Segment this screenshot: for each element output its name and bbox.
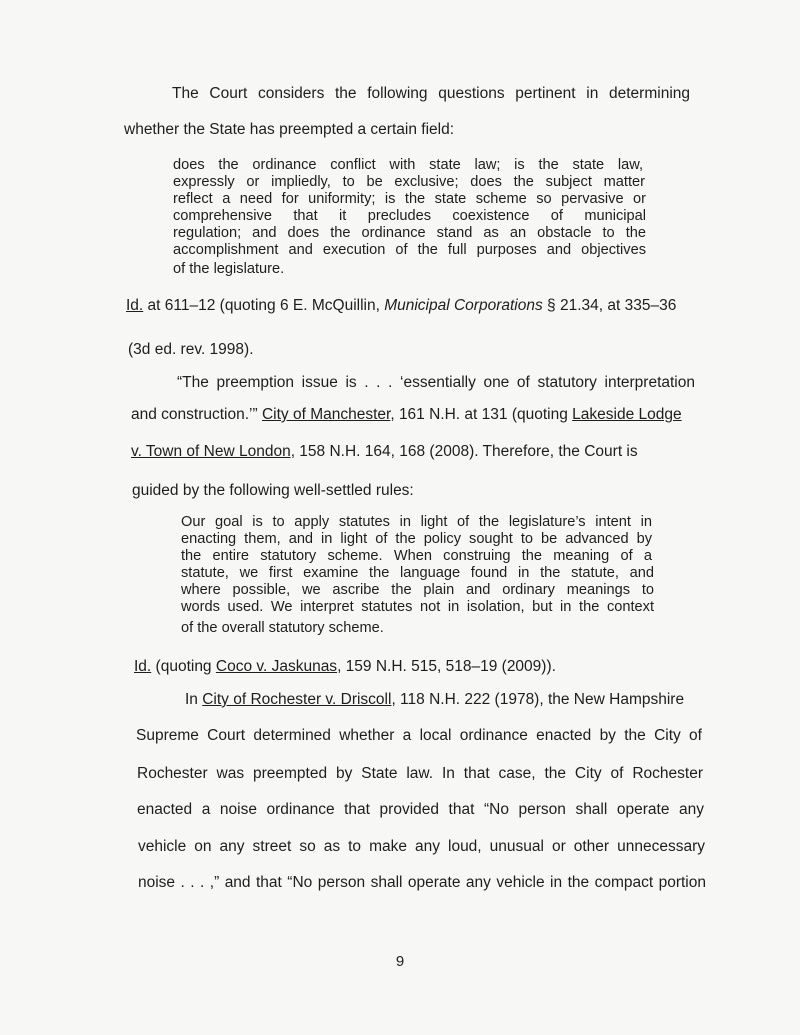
text: (quoting xyxy=(151,658,216,675)
citation-line xyxy=(128,341,254,359)
paragraph-line xyxy=(137,801,704,819)
text: , 118 N.H. 222 (1978), the New Hampshire xyxy=(391,691,685,708)
paragraph-line xyxy=(131,443,638,461)
text: § 21.34, at 335–36 xyxy=(542,297,677,314)
block-quote-line: of the overall statutory scheme. xyxy=(181,620,384,636)
paragraph-line xyxy=(172,85,690,103)
treatise-title: Municipal Corporations xyxy=(384,297,543,314)
paragraph-line xyxy=(136,727,702,745)
block-quote-line: does the ordinance conflict with state law; is the state law, xyxy=(173,157,643,173)
paragraph-line xyxy=(137,765,703,783)
text: , 161 N.H. at 131 (quoting xyxy=(390,406,573,423)
block-quote-line: accomplishment and execution of the full purposes and objectives xyxy=(173,242,646,258)
case-name: Lakeside Lodge xyxy=(572,406,682,423)
paragraph-line xyxy=(177,374,695,392)
paragraph-line xyxy=(131,406,682,424)
text: (3d ed. rev. 1998). xyxy=(128,341,254,358)
text: noise . . . ,” and that “No person shall operate any vehicle in the compact portion xyxy=(138,874,706,891)
case-name: Coco v. Jaskunas xyxy=(215,658,338,675)
text: vehicle on any street so as to make any loud, unusual or other unnecessary xyxy=(138,838,705,855)
block-quote-line: expressly or impliedly, to be exclusive; does the subject matter xyxy=(173,174,645,190)
case-name: City of Rochester v. Driscoll xyxy=(202,691,392,708)
paragraph-line xyxy=(132,482,414,500)
paragraph-line xyxy=(138,874,706,892)
case-name: v. Town of New London, xyxy=(131,443,295,460)
text: and construction.’” xyxy=(131,406,262,423)
text: Supreme Court determined whether a local ordinance enacted by the City of xyxy=(136,727,702,744)
block-quote-line: Our goal is to apply statutes in light of the legislature’s intent in xyxy=(181,514,652,530)
case-name: City of Manchester xyxy=(261,406,391,423)
block-quote-line: of the legislature. xyxy=(173,261,285,277)
block-quote-line: reflect a need for uniformity; is the state scheme so pervasive or xyxy=(173,191,646,207)
block-quote-line: regulation; and does the ordinance stand as an obstacle to the xyxy=(173,225,646,241)
block-quote-line: statute, we first examine the language found in the statute, and xyxy=(181,565,654,581)
paragraph-line xyxy=(124,121,454,139)
text: whether the State has preempted a certain field: xyxy=(124,121,455,138)
text: Rochester was preempted by State law. In that case, the City of Rochester xyxy=(137,765,703,782)
block-quote-line: comprehensive that it precludes coexistence of municipal xyxy=(173,208,646,224)
text: enacted a noise ordinance that provided that “No person shall operate any xyxy=(137,801,704,818)
page-number: 9 xyxy=(395,953,405,970)
citation-line xyxy=(134,658,556,676)
text: , 159 N.H. 515, 518–19 (2009)). xyxy=(337,658,556,675)
text: The Court considers the following questions pertinent in determining xyxy=(172,85,690,102)
citation-id: Id. xyxy=(134,658,152,675)
citation-line xyxy=(126,297,676,315)
citation-id: Id. xyxy=(126,297,144,314)
text: guided by the following well-settled rules: xyxy=(132,482,414,499)
paragraph-line xyxy=(185,691,684,709)
block-quote-line: enacting them, and in light of the policy sought to be advanced by xyxy=(181,531,652,547)
block-quote-line: words used. We interpret statutes not in isolation, but in the context xyxy=(181,599,654,615)
text: “The preemption issue is . . . ‘essentially one of statutory interpretation xyxy=(177,374,695,391)
block-quote-line: the entire statutory scheme. When construing the meaning of a xyxy=(181,548,652,564)
text: 158 N.H. 164, 168 (2008). Therefore, the Court is xyxy=(295,443,638,460)
block-quote-line: where possible, we ascribe the plain and ordinary meanings to xyxy=(181,582,654,598)
text: In xyxy=(185,691,203,708)
paragraph-line xyxy=(138,838,705,856)
text: at 611–12 (quoting 6 E. McQuillin, xyxy=(143,297,385,314)
